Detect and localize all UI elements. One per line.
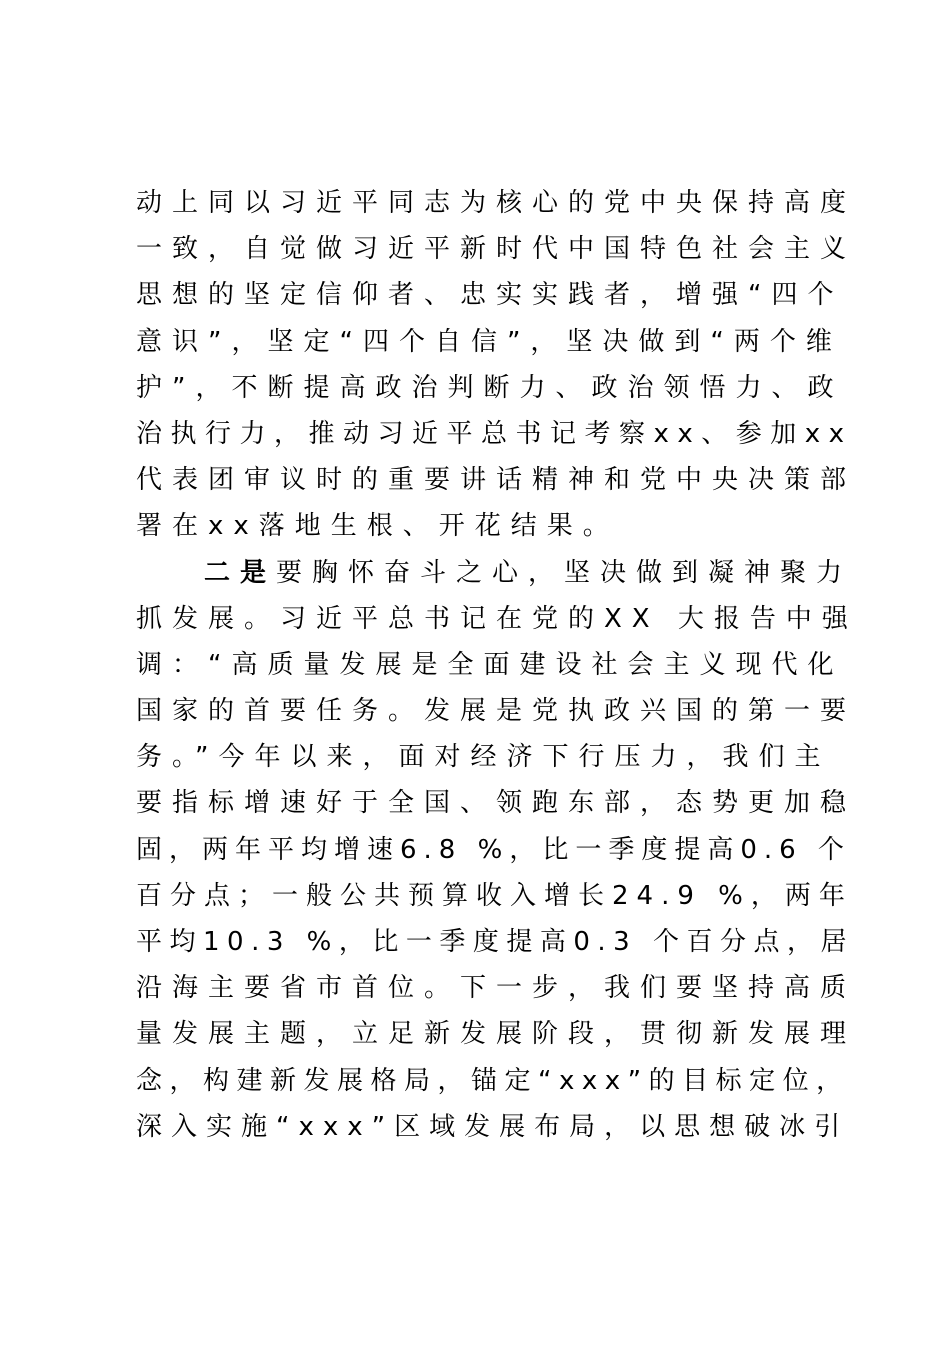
text-line-19: 量发展主题，立足新发展阶段，贯彻新发展理: [136, 1019, 857, 1050]
text-line-11: 调：“高质量发展是全面建设社会主义现代化: [136, 649, 844, 680]
text-line-13: 务。”今年以来，面对经济下行压力，我们主: [136, 742, 831, 773]
paragraph-2-lead: 二是: [204, 557, 277, 588]
text-line-10: 抓发展。习近平总书记在党的XX 大报告中强: [136, 603, 858, 634]
text-line-2: 一致，自觉做习近平新时代中国特色社会主义: [136, 234, 857, 265]
text-line-5: 护”，不断提高政治判断力、政治领悟力、政: [136, 372, 844, 403]
text-line-17: 平均10.3 %，比一季度提高0.3 个百分点，居: [136, 927, 854, 957]
text-line-21: 深入实施“xxx”区域发展布局，以思想破冰引: [136, 1111, 850, 1142]
text-line-20: 念，构建新发展格局，锚定“xxx”的目标定位，: [136, 1065, 850, 1096]
paragraph-2-first-line: [136, 550, 856, 596]
text-line-1: 动上同以习近平同志为核心的党中央保持高度: [136, 188, 857, 218]
document-body: [136, 180, 856, 1150]
paragraph-2-first-text: 要胸怀奋斗之心，坚决做到凝神聚力: [276, 557, 853, 588]
text-line-4: 意识”，坚定“四个自信”，坚决做到“两个维: [136, 326, 842, 357]
text-line-6: 治执行力，推动习近平总书记考察xx、参加xx: [136, 418, 853, 449]
text-line-8: 署在xx落地生根、开花结果。: [136, 511, 619, 542]
text-line-16: 百分点；一般公共预算收入增长24.9 %，两年: [136, 880, 853, 911]
text-line-14: 要指标增速好于全国、领跑东部，态势更加稳: [136, 788, 857, 819]
text-line-15: 固，两年平均增速6.8 %，比一季度提高0.6 个: [136, 834, 851, 865]
text-line-12: 国家的首要任务。发展是党执政兴国的第一要: [136, 696, 857, 727]
text-line-18: 沿海主要省市首位。下一步，我们要坚持高质: [136, 973, 857, 1004]
text-line-7: 代表团审议时的重要讲话精神和党中央决策部: [136, 465, 857, 496]
text-line-3: 思想的坚定信仰者、忠实实践者，增强“四个: [136, 280, 844, 311]
